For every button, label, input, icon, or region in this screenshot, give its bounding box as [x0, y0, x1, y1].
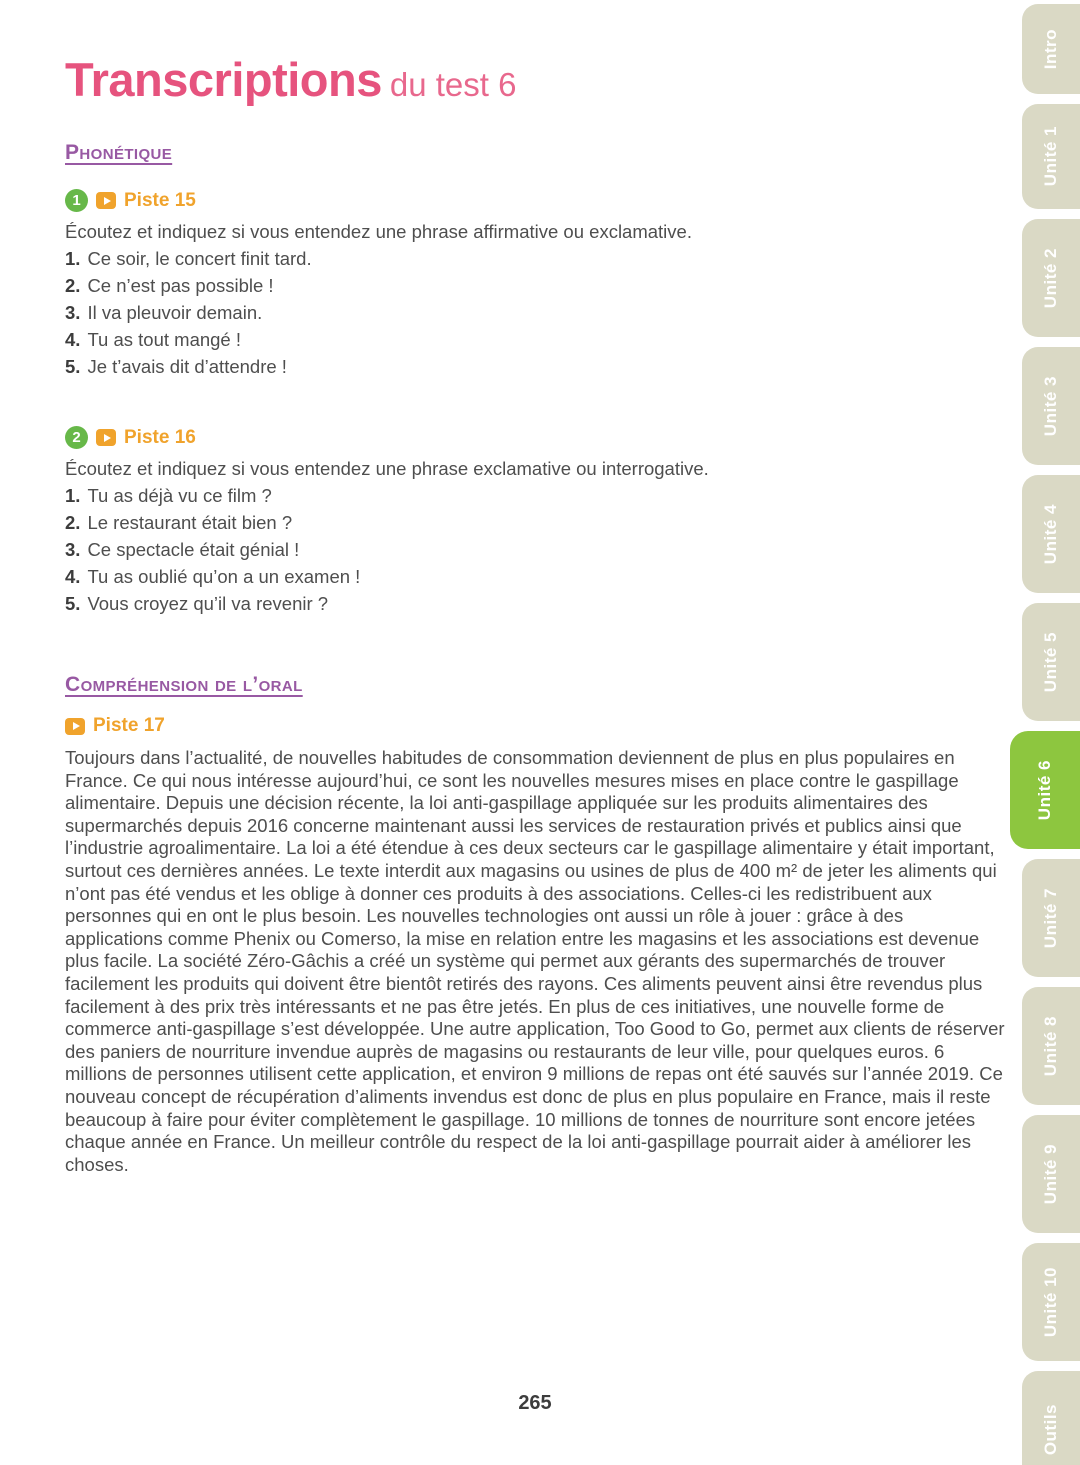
list-item-number: 3.: [65, 539, 81, 560]
play-icon[interactable]: [96, 192, 116, 209]
section-heading-phonetique: Phonétique: [65, 141, 173, 164]
list-item-number: 2.: [65, 512, 81, 533]
tab-unite-9[interactable]: [1022, 1115, 1080, 1233]
list-item-text: Tu as tout mangé !: [87, 329, 242, 350]
page-content: [65, 0, 1005, 1176]
tab-label: Unité 5: [1041, 631, 1060, 693]
tab-unite-8[interactable]: [1022, 987, 1080, 1105]
tab-unite-5[interactable]: [1022, 603, 1080, 721]
comprehension-header: [65, 715, 1005, 737]
exercise-2: [65, 426, 1005, 617]
list-item-text: Ce soir, le concert finit tard.: [87, 248, 312, 269]
list-item: [65, 590, 1005, 617]
list-item-text: Ce spectacle était génial !: [87, 539, 300, 560]
list-item-number: 5.: [65, 593, 81, 614]
tab-label: Unité 1: [1041, 126, 1060, 187]
exercise-2-instruction: Écoutez et indiquez si vous entendez une phrase exclamative ou interrogative.: [65, 458, 709, 479]
tab-unite-7[interactable]: [1022, 859, 1080, 977]
list-item-text: Tu as oublié qu’on a un examen !: [87, 566, 361, 587]
transcript-paragraph: Toujours dans l’actualité, de nouvelles habitudes de consommation deviennent de plus en plus populaires en France. Ce qui nous intéresse aujourd’hui, ce sont les nouvelles mesures mises en place contre le gaspillage alimentaire. Depuis une décision récente, la loi anti-gaspillage appliquée sur les produits alimentaires des supermarchés depuis 2016 concerne maintenant aussi les services de restauration privés et publics ainsi que l’industrie agroalimentaire. La loi a été étendue à ces deux secteurs car le gaspillage alimentaire y était important, surtout ces dernières années. Le texte interdit aux magasins ou usines de plus de 400 m² de jeter les aliments qui n’ont pas été vendus et les oblige à donner ces produits à des associations. Celles-ci les redistribuent aux personnes qui en ont le plus besoin. Les nouvelles technologies ont aussi un rôle à jouer : grâce à des applications comme Phenix ou Comerso, la mise en relation entre les magasins et les associations est devenue plus facile. La société Zéro-Gâchis a créé un système qui permet aux gérants des supermarchés de trouver facilement les produits qui doivent être bientôt retirés des rayons. Ces aliments peuvent ainsi être revendus plus facilement à des prix très intéressants et ne pas être jetés. En plus de ces initiatives, une nouvelle forme de commerce anti-gaspillage s’est développée. Une autre application, Too Good to Go, permet aux clients de réserver des paniers de nourriture invendue auprès de magasins ou restaurants de leur ville, pour quelques euros. 6 millions de personnes utilisent cette application, et environ 9 millions de repas ont été sauvés sur l’année 2019. Ce nouveau concept de récupération d’aliments invendus est donc de plus en plus populaire en France, mais il reste beaucoup à faire pour éviter complètement le gaspillage. 10 millions de tonnes de nourriture sont encore jetées chaque année en France. Un meilleur contrôle du respect de la loi anti-gaspillage pourrait aider à améliorer les choses.: [65, 747, 1005, 1175]
tab-label: Unité 7: [1041, 887, 1060, 949]
tab-unite-2[interactable]: [1022, 219, 1080, 337]
list-item-text: Vous croyez qu’il va revenir ?: [87, 593, 329, 614]
list-item: [65, 299, 1005, 326]
tab-label: Outils: [1041, 1404, 1060, 1456]
piste-label: Piste 17: [93, 715, 165, 736]
list-item-number: 1.: [65, 248, 81, 269]
list-item-text: Il va pleuvoir demain.: [87, 302, 263, 323]
list-item: [65, 245, 1005, 272]
tab-unite-6[interactable]: [1010, 731, 1080, 849]
exercise-1-instruction: Écoutez et indiquez si vous entendez une phrase affirmative ou exclamative.: [65, 221, 692, 242]
tab-label: Unité 4: [1041, 503, 1060, 565]
tab-label: Unité 8: [1041, 1015, 1060, 1077]
exercise-1-header: [65, 189, 1005, 212]
tab-label: Intro: [1041, 28, 1060, 70]
list-item-number: 1.: [65, 485, 81, 506]
tab-unite-4[interactable]: [1022, 475, 1080, 593]
tab-unite-3[interactable]: [1022, 347, 1080, 465]
play-triangle-icon: [73, 722, 80, 730]
page-title-main: Transcriptions: [65, 53, 382, 106]
tab-label: Unité 10: [1041, 1266, 1060, 1338]
list-item: [65, 509, 1005, 536]
tab-label: Unité 6: [1035, 759, 1054, 821]
list-item-number: 4.: [65, 566, 81, 587]
list-item-number: 2.: [65, 275, 81, 296]
comprehension-block: [65, 715, 1005, 1176]
tab-unite-1[interactable]: [1022, 104, 1080, 209]
page-title-suffix: du test 6: [389, 66, 517, 103]
page-title: [65, 53, 1005, 106]
play-icon[interactable]: [96, 429, 116, 446]
exercise-number-badge: 1: [65, 189, 88, 212]
piste-label: Piste 16: [124, 426, 196, 448]
list-item-text: Ce n’est pas possible !: [87, 275, 274, 296]
section-heading-comprehension: Compréhension de l’oral: [65, 673, 303, 696]
list-item-number: 4.: [65, 329, 81, 350]
list-item-text: Tu as déjà vu ce film ?: [87, 485, 272, 506]
list-item: [65, 536, 1005, 563]
exercise-1: [65, 189, 1005, 380]
play-triangle-icon: [104, 197, 111, 205]
list-item-text: Le restaurant était bien ?: [87, 512, 293, 533]
exercise-2-header: [65, 426, 1005, 449]
unit-tabs-sidebar: [1000, 0, 1080, 1465]
list-item-text: Je t’avais dit d’attendre !: [87, 356, 287, 377]
tab-label: Unité 3: [1041, 375, 1060, 437]
tab-outils[interactable]: [1022, 1371, 1080, 1465]
tab-label: Unité 9: [1041, 1143, 1060, 1205]
list-item: [65, 563, 1005, 590]
exercise-number-badge: 2: [65, 426, 88, 449]
page-number: 265: [518, 1392, 552, 1414]
tab-intro[interactable]: [1022, 4, 1080, 94]
tab-unite-10[interactable]: [1022, 1243, 1080, 1361]
play-triangle-icon: [104, 434, 111, 442]
list-item-number: 3.: [65, 302, 81, 323]
list-item: [65, 326, 1005, 353]
play-icon[interactable]: [65, 718, 85, 735]
list-item: [65, 353, 1005, 380]
list-item: [65, 272, 1005, 299]
tab-label: Unité 2: [1041, 247, 1060, 309]
piste-label: Piste 15: [124, 189, 196, 211]
list-item-number: 5.: [65, 356, 81, 377]
list-item: [65, 482, 1005, 509]
